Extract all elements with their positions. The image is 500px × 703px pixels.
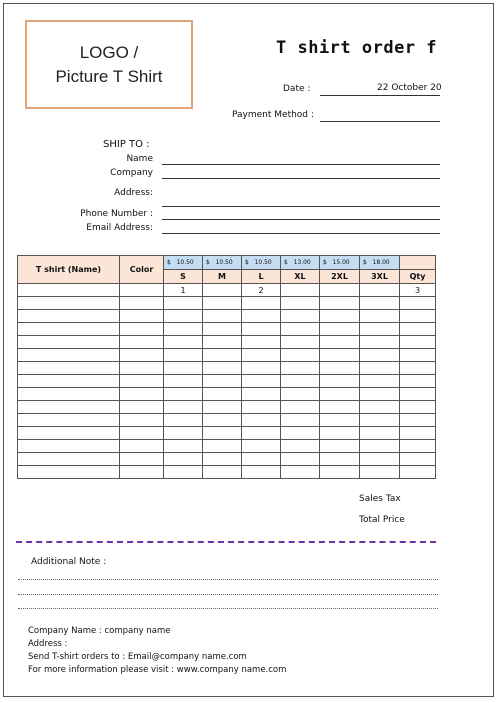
cell-xl[interactable] — [281, 297, 320, 310]
col-size-m: M — [203, 270, 242, 284]
cell-color[interactable] — [120, 388, 164, 401]
cell-name[interactable] — [18, 297, 120, 310]
col-size-s: S — [164, 270, 203, 284]
cell-2xl[interactable] — [320, 375, 360, 388]
cell-s[interactable]: 1 — [164, 284, 203, 297]
table-row — [18, 375, 436, 388]
table-row — [18, 440, 436, 453]
table-row — [18, 414, 436, 427]
col-color: Color — [120, 256, 164, 284]
cell-qty[interactable] — [400, 388, 436, 401]
price-3xl: $ 18.00 — [360, 256, 400, 270]
cell-color[interactable] — [120, 414, 164, 427]
table-row — [18, 336, 436, 349]
cell-name[interactable] — [18, 414, 120, 427]
cell-color[interactable] — [120, 401, 164, 414]
cell-2xl[interactable] — [320, 440, 360, 453]
cell-l[interactable] — [242, 375, 281, 388]
cell-color[interactable] — [120, 297, 164, 310]
footer-send: Send T-shirt orders to : Email@company name.com — [28, 652, 247, 662]
table-row — [18, 310, 436, 323]
cell-xl[interactable] — [281, 310, 320, 323]
ship-phone-field[interactable] — [162, 219, 440, 220]
note-line-1[interactable] — [18, 579, 438, 580]
cell-l[interactable] — [242, 362, 281, 375]
cell-2xl[interactable] — [320, 349, 360, 362]
cell-xl[interactable] — [281, 466, 320, 479]
cell-color[interactable] — [120, 453, 164, 466]
cell-name[interactable] — [18, 453, 120, 466]
cell-l[interactable]: 2 — [242, 284, 281, 297]
cell-2xl[interactable] — [320, 297, 360, 310]
cell-m[interactable] — [203, 401, 242, 414]
cell-s[interactable] — [164, 401, 203, 414]
cell-m[interactable] — [203, 336, 242, 349]
cell-m[interactable] — [203, 310, 242, 323]
cell-name[interactable] — [18, 375, 120, 388]
cell-color[interactable] — [120, 310, 164, 323]
cell-qty[interactable] — [400, 427, 436, 440]
cell-2xl[interactable] — [320, 284, 360, 297]
cell-s[interactable] — [164, 323, 203, 336]
cell-color[interactable] — [120, 349, 164, 362]
cell-xl[interactable] — [281, 362, 320, 375]
cell-name[interactable] — [18, 401, 120, 414]
cell-qty[interactable] — [400, 323, 436, 336]
order-table — [17, 255, 436, 479]
col-size-l: L — [242, 270, 281, 284]
price-l: $ 10.50 — [242, 256, 281, 270]
cell-s[interactable] — [164, 427, 203, 440]
cell-3xl[interactable] — [360, 401, 400, 414]
cell-m[interactable] — [203, 453, 242, 466]
ship-company-label: Company — [110, 168, 153, 178]
qty-header-spacer — [400, 256, 436, 270]
logo-placeholder — [25, 20, 193, 109]
cell-3xl[interactable] — [360, 440, 400, 453]
cell-xl[interactable] — [281, 336, 320, 349]
cell-l[interactable] — [242, 466, 281, 479]
cell-color[interactable] — [120, 323, 164, 336]
cell-l[interactable] — [242, 414, 281, 427]
col-size-2xl: 2XL — [320, 270, 360, 284]
cell-2xl[interactable] — [320, 427, 360, 440]
cell-name[interactable] — [18, 388, 120, 401]
cell-m[interactable] — [203, 362, 242, 375]
table-row — [18, 297, 436, 310]
cell-xl[interactable] — [281, 453, 320, 466]
cell-xl[interactable] — [281, 414, 320, 427]
cell-name[interactable] — [18, 323, 120, 336]
cell-m[interactable] — [203, 349, 242, 362]
footer-info: For more information please visit : www.company name.com — [28, 665, 287, 675]
cell-3xl[interactable] — [360, 388, 400, 401]
cell-s[interactable] — [164, 466, 203, 479]
cell-s[interactable] — [164, 297, 203, 310]
price-xl: $ 13.00 — [281, 256, 320, 270]
cell-m[interactable] — [203, 323, 242, 336]
cell-m[interactable] — [203, 297, 242, 310]
table-row — [18, 401, 436, 414]
cell-color[interactable] — [120, 362, 164, 375]
cell-2xl[interactable] — [320, 362, 360, 375]
total-price-label: Total Price — [359, 515, 405, 525]
cell-m[interactable] — [203, 414, 242, 427]
cell-3xl[interactable] — [360, 414, 400, 427]
cell-m[interactable] — [203, 466, 242, 479]
cell-xl[interactable] — [281, 349, 320, 362]
cell-xl[interactable] — [281, 284, 320, 297]
note-line-3[interactable] — [18, 608, 438, 609]
ship-email-label: Email Address: — [86, 223, 153, 233]
cell-l[interactable] — [242, 297, 281, 310]
cell-3xl[interactable] — [360, 427, 400, 440]
sales-tax-label: Sales Tax — [359, 494, 401, 504]
cell-xl[interactable] — [281, 323, 320, 336]
cell-qty[interactable]: 3 — [400, 284, 436, 297]
price-s: $ 10.50 — [164, 256, 203, 270]
cell-3xl[interactable] — [360, 362, 400, 375]
price-2xl: $ 15.00 — [320, 256, 360, 270]
ship-email-field[interactable] — [162, 233, 440, 234]
table-row — [18, 388, 436, 401]
cell-l[interactable] — [242, 453, 281, 466]
col-tshirt-name: T shirt (Name) — [18, 256, 120, 284]
additional-note-label: Additional Note : — [31, 557, 107, 567]
cell-xl[interactable] — [281, 388, 320, 401]
cell-qty[interactable] — [400, 401, 436, 414]
note-line-2[interactable] — [18, 594, 438, 595]
cell-3xl[interactable] — [360, 297, 400, 310]
cell-qty[interactable] — [400, 440, 436, 453]
cell-m[interactable] — [203, 375, 242, 388]
cell-m[interactable] — [203, 440, 242, 453]
cell-s[interactable] — [164, 362, 203, 375]
cell-l[interactable] — [242, 427, 281, 440]
table-row — [18, 453, 436, 466]
table-row — [18, 427, 436, 440]
table-row — [18, 284, 436, 297]
cell-qty[interactable] — [400, 362, 436, 375]
cell-xl[interactable] — [281, 427, 320, 440]
cell-s[interactable] — [164, 440, 203, 453]
cell-3xl[interactable] — [360, 284, 400, 297]
ship-phone-label: Phone Number : — [80, 209, 153, 219]
cell-3xl[interactable] — [360, 310, 400, 323]
cell-name[interactable] — [18, 310, 120, 323]
cell-2xl[interactable] — [320, 310, 360, 323]
cell-l[interactable] — [242, 323, 281, 336]
cell-s[interactable] — [164, 375, 203, 388]
cell-name[interactable] — [18, 440, 120, 453]
price-m: $ 10.50 — [203, 256, 242, 270]
section-divider — [16, 541, 436, 543]
date-label: Date : — [283, 84, 311, 94]
cell-l[interactable] — [242, 310, 281, 323]
ship-address-label: Address: — [114, 188, 153, 198]
ship-address-field[interactable] — [162, 206, 440, 207]
table-row — [18, 349, 436, 362]
cell-name[interactable] — [18, 336, 120, 349]
cell-qty[interactable] — [400, 466, 436, 479]
cell-s[interactable] — [164, 453, 203, 466]
payment-method-field[interactable] — [320, 121, 440, 122]
cell-xl[interactable] — [281, 401, 320, 414]
cell-2xl[interactable] — [320, 388, 360, 401]
order-form-page — [3, 3, 494, 697]
cell-name[interactable] — [18, 362, 120, 375]
cell-color[interactable] — [120, 466, 164, 479]
cell-3xl[interactable] — [360, 336, 400, 349]
cell-l[interactable] — [242, 440, 281, 453]
cell-s[interactable] — [164, 414, 203, 427]
footer-company: Company Name : company name — [28, 626, 171, 636]
cell-qty[interactable] — [400, 297, 436, 310]
cell-2xl[interactable] — [320, 401, 360, 414]
cell-name[interactable] — [18, 349, 120, 362]
cell-l[interactable] — [242, 336, 281, 349]
cell-xl[interactable] — [281, 375, 320, 388]
cell-2xl[interactable] — [320, 414, 360, 427]
footer-address: Address : — [28, 639, 68, 649]
cell-l[interactable] — [242, 401, 281, 414]
cell-2xl[interactable] — [320, 466, 360, 479]
form-title: T shirt order f — [276, 38, 438, 58]
col-size-xl: XL — [281, 270, 320, 284]
cell-l[interactable] — [242, 388, 281, 401]
col-qty: Qty — [400, 270, 436, 284]
cell-qty[interactable] — [400, 349, 436, 362]
payment-method-label: Payment Method : — [232, 110, 314, 120]
cell-l[interactable] — [242, 349, 281, 362]
table-row — [18, 362, 436, 375]
cell-s[interactable] — [164, 336, 203, 349]
cell-color[interactable] — [120, 427, 164, 440]
logo-line-1: LOGO / — [79, 42, 139, 62]
cell-2xl[interactable] — [320, 323, 360, 336]
cell-m[interactable] — [203, 388, 242, 401]
cell-qty[interactable] — [400, 310, 436, 323]
cell-qty[interactable] — [400, 414, 436, 427]
ship-name-label: Name — [126, 154, 153, 164]
cell-3xl[interactable] — [360, 323, 400, 336]
cell-3xl[interactable] — [360, 466, 400, 479]
logo-line-2: Picture T Shirt — [55, 66, 163, 86]
cell-color[interactable] — [120, 336, 164, 349]
cell-s[interactable] — [164, 349, 203, 362]
cell-name[interactable] — [18, 427, 120, 440]
col-size-3xl: 3XL — [360, 270, 400, 284]
date-value[interactable]: 22 October 20 — [377, 83, 442, 93]
cell-color[interactable] — [120, 375, 164, 388]
cell-qty[interactable] — [400, 336, 436, 349]
cell-name[interactable] — [18, 284, 120, 297]
cell-color[interactable] — [120, 284, 164, 297]
cell-3xl[interactable] — [360, 349, 400, 362]
ship-name-field[interactable] — [162, 164, 440, 165]
cell-xl[interactable] — [281, 440, 320, 453]
cell-3xl[interactable] — [360, 375, 400, 388]
cell-color[interactable] — [120, 440, 164, 453]
cell-name[interactable] — [18, 466, 120, 479]
cell-2xl[interactable] — [320, 336, 360, 349]
cell-2xl[interactable] — [320, 453, 360, 466]
cell-qty[interactable] — [400, 453, 436, 466]
cell-m[interactable] — [203, 427, 242, 440]
cell-s[interactable] — [164, 310, 203, 323]
table-row — [18, 466, 436, 479]
date-field-line[interactable] — [320, 95, 440, 96]
ship-company-field[interactable] — [162, 178, 440, 179]
ship-to-heading: SHIP TO : — [103, 139, 150, 150]
cell-m[interactable] — [203, 284, 242, 297]
cell-3xl[interactable] — [360, 453, 400, 466]
cell-qty[interactable] — [400, 375, 436, 388]
cell-s[interactable] — [164, 388, 203, 401]
table-row — [18, 323, 436, 336]
